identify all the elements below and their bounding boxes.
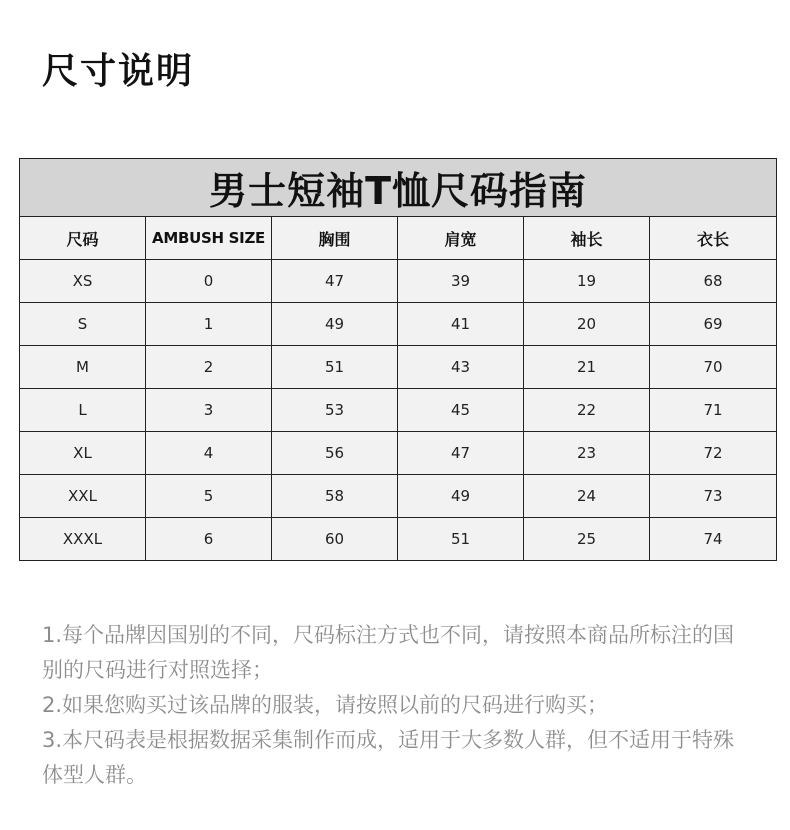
cell-size: XXL — [20, 475, 146, 518]
cell-sleeve-length: 25 — [524, 518, 650, 561]
cell-body-length: 69 — [650, 303, 777, 346]
cell-sleeve-length: 21 — [524, 346, 650, 389]
cell-shoulder: 39 — [398, 260, 524, 303]
cell-shoulder: 47 — [398, 432, 524, 475]
cell-size: XL — [20, 432, 146, 475]
cell-ambush-size: 0 — [146, 260, 272, 303]
table-header-row — [20, 217, 777, 260]
cell-size: M — [20, 346, 146, 389]
page-title: 尺寸说明 — [42, 51, 195, 92]
cell-ambush-size: 3 — [146, 389, 272, 432]
table-row — [20, 389, 777, 432]
table-row — [20, 346, 777, 389]
header-sleeve-length: 袖长 — [524, 217, 650, 260]
table-row — [20, 475, 777, 518]
cell-sleeve-length: 22 — [524, 389, 650, 432]
cell-size: XXXL — [20, 518, 146, 561]
cell-sleeve-length: 19 — [524, 260, 650, 303]
cell-size: XS — [20, 260, 146, 303]
cell-chest: 51 — [272, 346, 398, 389]
header-ambush-size: AMBUSH SIZE — [146, 217, 272, 260]
table-row — [20, 518, 777, 561]
cell-shoulder: 41 — [398, 303, 524, 346]
header-chest: 胸围 — [272, 217, 398, 260]
cell-ambush-size: 5 — [146, 475, 272, 518]
table-row — [20, 260, 777, 303]
cell-body-length: 74 — [650, 518, 777, 561]
header-shoulder: 肩宽 — [398, 217, 524, 260]
note-item: 2.如果您购买过该品牌的服装，请按照以前的尺码进行购买； — [42, 693, 609, 717]
cell-body-length: 70 — [650, 346, 777, 389]
size-chart-table — [19, 158, 777, 561]
cell-chest: 49 — [272, 303, 398, 346]
cell-sleeve-length: 24 — [524, 475, 650, 518]
cell-ambush-size: 4 — [146, 432, 272, 475]
cell-sleeve-length: 23 — [524, 432, 650, 475]
cell-size: S — [20, 303, 146, 346]
cell-chest: 47 — [272, 260, 398, 303]
cell-body-length: 72 — [650, 432, 777, 475]
table-row — [20, 303, 777, 346]
cell-chest: 53 — [272, 389, 398, 432]
cell-shoulder: 45 — [398, 389, 524, 432]
cell-body-length: 71 — [650, 389, 777, 432]
cell-ambush-size: 6 — [146, 518, 272, 561]
cell-chest: 58 — [272, 475, 398, 518]
cell-ambush-size: 2 — [146, 346, 272, 389]
header-body-length: 衣长 — [650, 217, 777, 260]
cell-ambush-size: 1 — [146, 303, 272, 346]
cell-chest: 56 — [272, 432, 398, 475]
note-item: 1.每个品牌因国别的不同，尺码标注方式也不同，请按照本商品所标注的国别的尺码进行对照选择； — [42, 623, 735, 682]
cell-body-length: 73 — [650, 475, 777, 518]
size-notes — [42, 618, 754, 793]
cell-body-length: 68 — [650, 260, 777, 303]
header-size: 尺码 — [20, 217, 146, 260]
cell-shoulder: 51 — [398, 518, 524, 561]
cell-size: L — [20, 389, 146, 432]
cell-sleeve-length: 20 — [524, 303, 650, 346]
table-title-row — [20, 159, 777, 217]
table-row — [20, 432, 777, 475]
table-title: 男士短袖T恤尺码指南 — [20, 159, 777, 217]
cell-shoulder: 49 — [398, 475, 524, 518]
cell-shoulder: 43 — [398, 346, 524, 389]
cell-chest: 60 — [272, 518, 398, 561]
note-item: 3.本尺码表是根据数据采集制作而成，适用于大多数人群，但不适用于特殊体型人群。 — [42, 728, 735, 787]
